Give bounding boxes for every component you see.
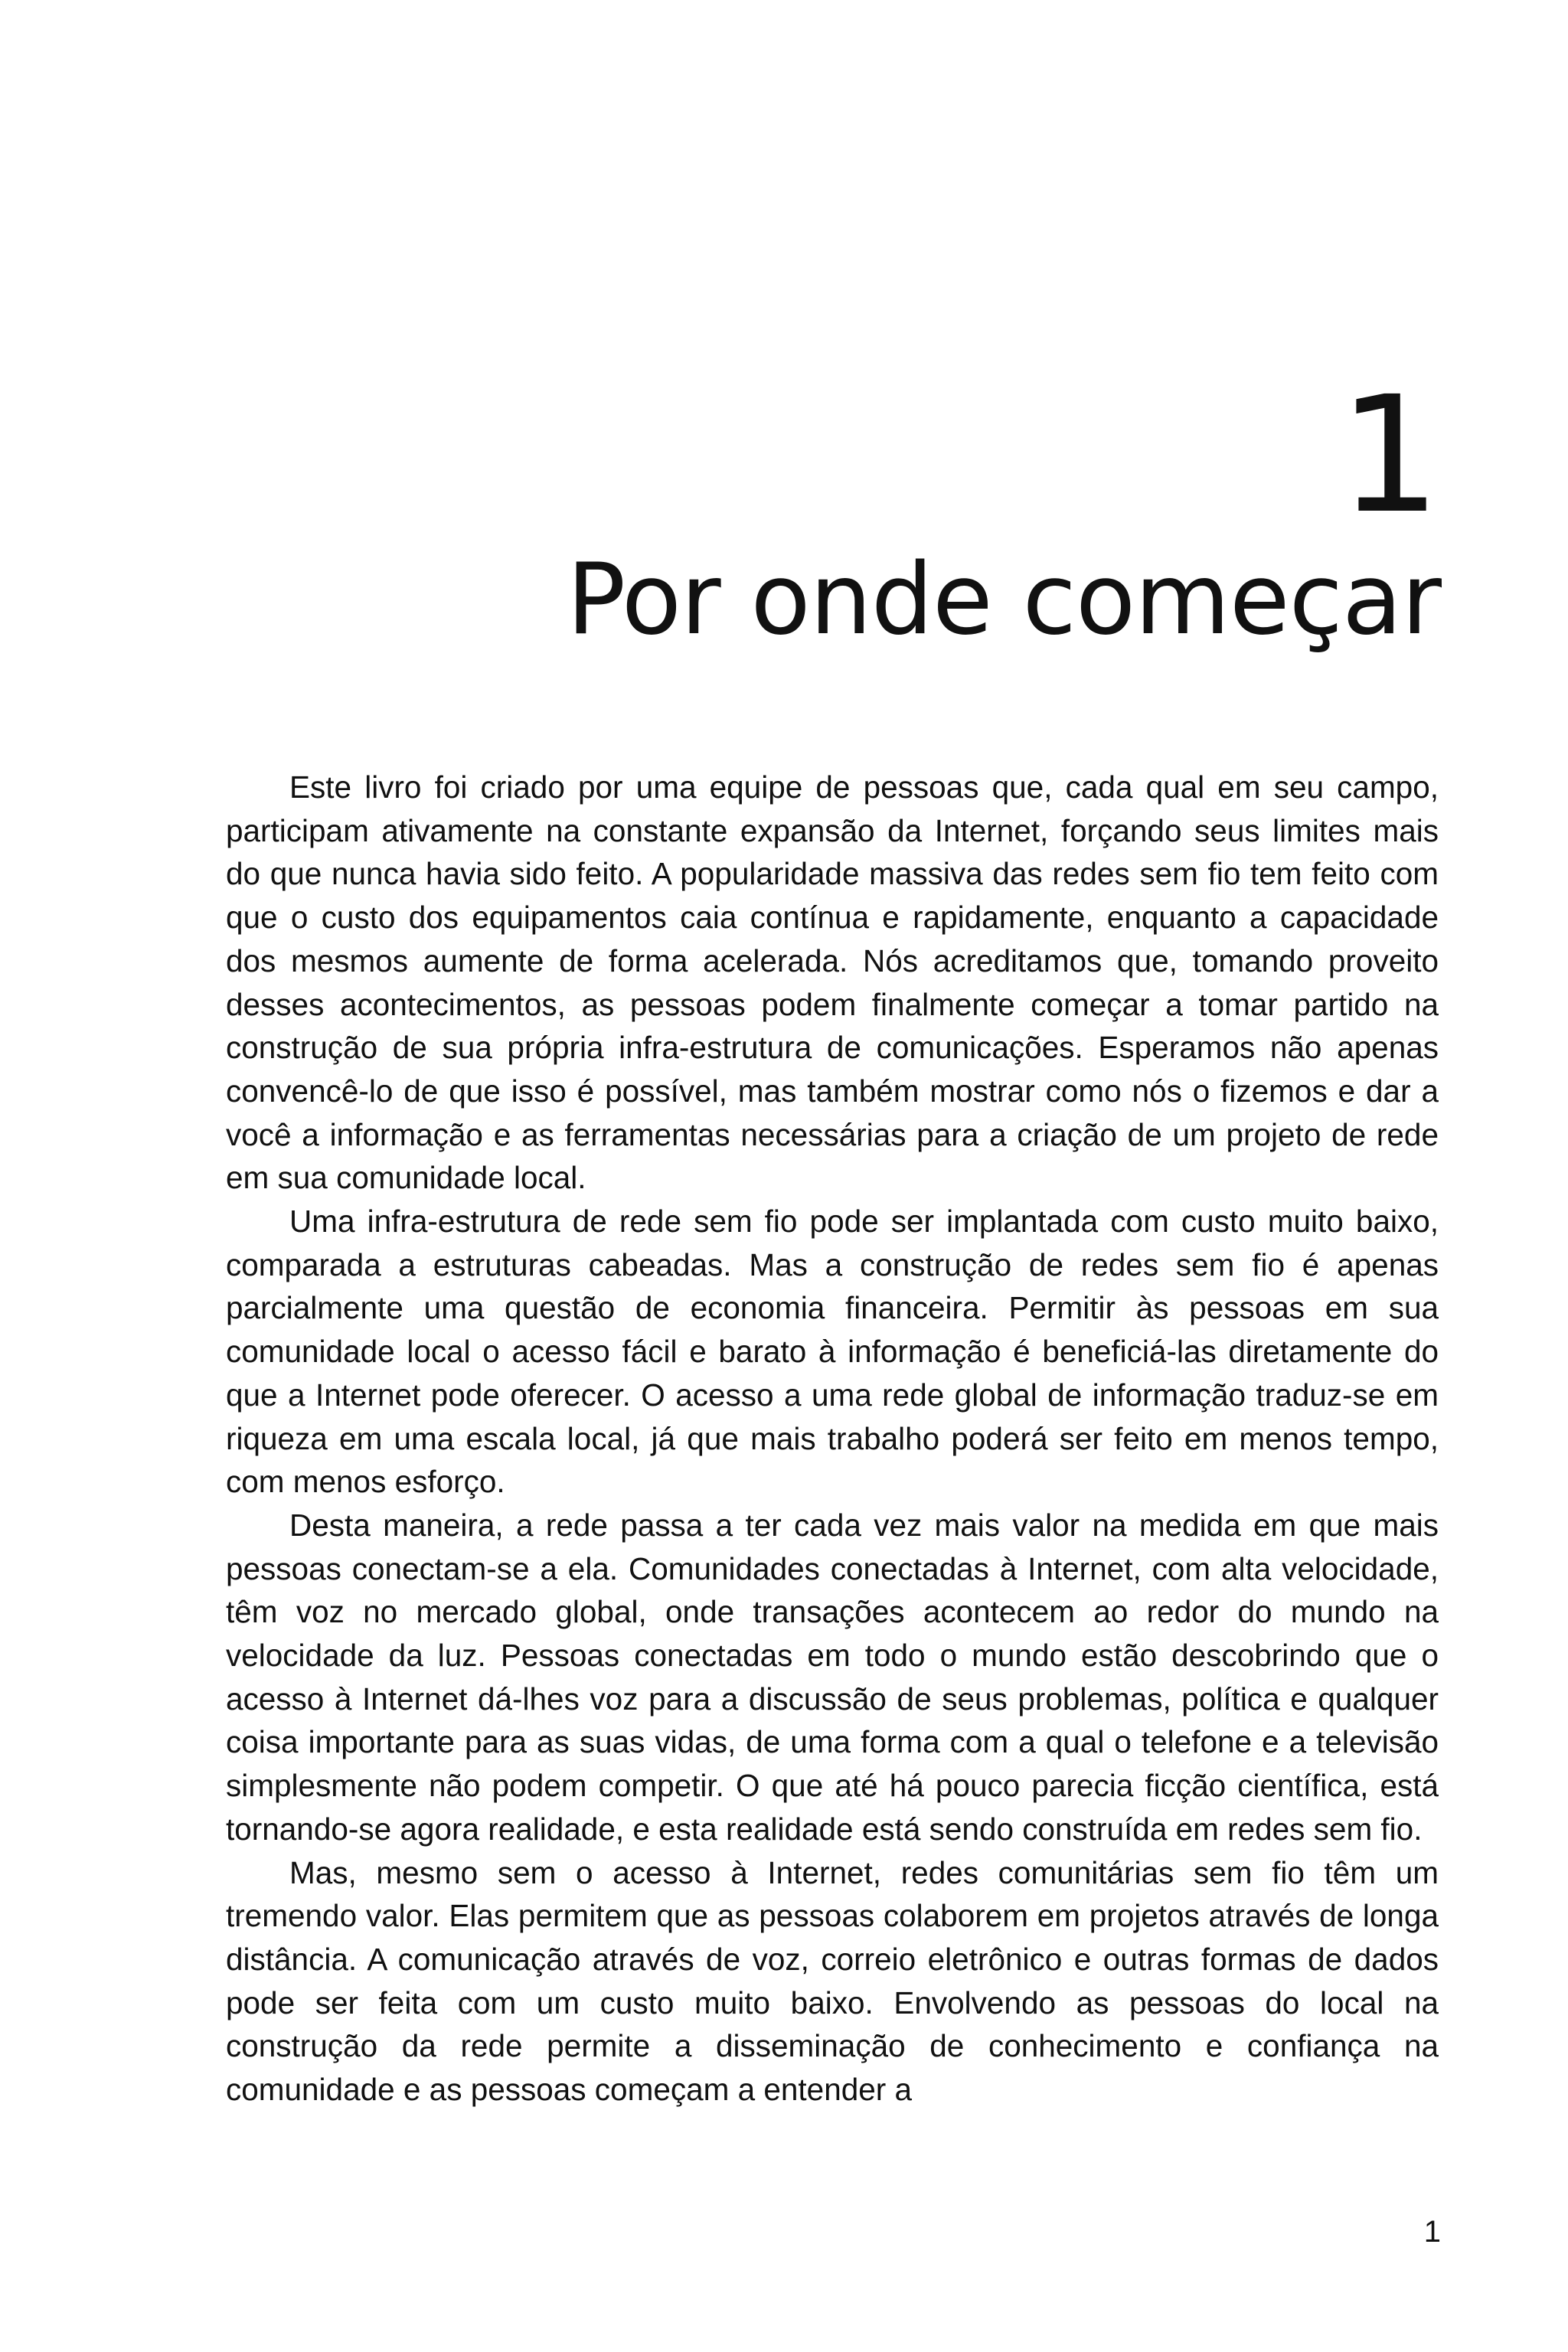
chapter-number: 1 (1338, 361, 1441, 549)
paragraph: Desta maneira, a rede passa a ter cada vez mais valor na medida em que mais pessoas conectam-se a ela. Comunidades conectadas à Internet, com alta velocidade, têm voz no mercado global, onde transações acontecem ao redor do mundo na velocidade da luz. Pessoas conectadas em todo o mundo estão descobrindo que o acesso à Internet dá-lhes voz para a discussão de seus problemas, política e qualquer coisa importante para as suas vidas, de uma forma com a qual o telefone e a televisão simplesmente não podem competir. O que até há pouco parecia ficção científica, está tornando-se agora realidade, e esta realidade está sendo construída em redes sem fio. (226, 1507, 1439, 1847)
paragraph: Este livro foi criado por uma equipe de pessoas que, cada qual em seu campo, participam ativamente na constante expansão da Internet, forçando seus limites mais do que nunca havia sido feito. A popularidade massiva das redes sem fio tem feito com que o custo dos equipamentos caia contínua e rapidamente, enquanto a capacidade dos mesmos aumente de forma acelerada. Nós acreditamos que, tomando proveito desses acontecimentos, as pessoas podem finalmente começar a tomar partido na construção de sua própria infra-estrutura de comunicações. Esperamos não apenas convencê-lo de que isso é possível, mas também mostrar como nós o fizemos e dar a você a informação e as ferramentas necessárias para a criação de um projeto de rede em sua comunidade local. (226, 769, 1439, 1196)
paragraph: Mas, mesmo sem o acesso à Internet, redes comunitárias sem fio têm um tremendo valor. Elas permitem que as pessoas colaborem em projetos através de longa distância. A comunicação através de voz, correio eletrônico e outras formas de dados pode ser feita com um custo muito baixo. Envolvendo as pessoas do local na construção da rede permite a disseminação de conhecimento e confiança na comunidade e as pessoas começam a entender a (226, 1854, 1439, 2108)
page-number: 1 (1423, 2215, 1441, 2249)
chapter-body (226, 766, 1439, 2112)
paragraph: Uma infra-estrutura de rede sem fio pode ser implantada com custo muito baixo, comparada a estruturas cabeadas. Mas a construção de redes sem fio é apenas parcialmente uma questão de economia financeira. Permitir às pessoas em sua comunidade local o acesso fácil e barato à informação é beneficiá-las diretamente do que a Internet pode oferecer. O acesso a uma rede global de informação traduz-se em riqueza em uma escala local, já que mais trabalho poderá ser feito em menos tempo, com menos esforço. (226, 1204, 1439, 1500)
chapter-title: Por onde começar (567, 543, 1441, 657)
